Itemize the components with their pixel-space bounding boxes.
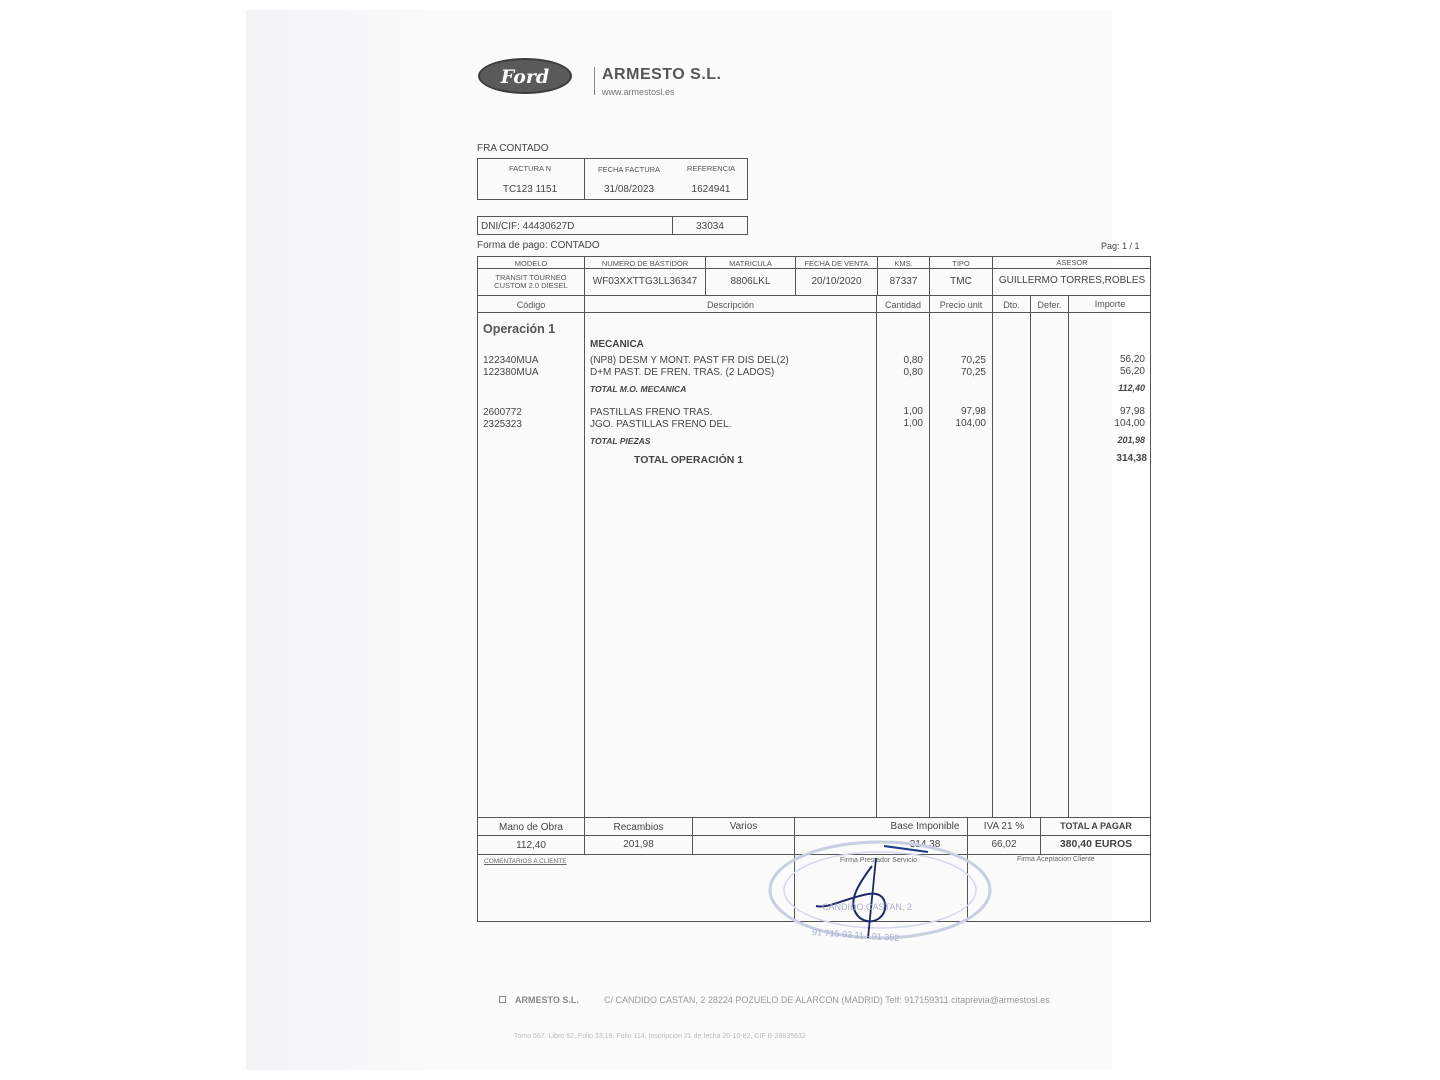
part-1-cant: 1,00 <box>903 406 923 417</box>
part-2-desc: JGO. PASTILLAS FRENO DEL. <box>590 419 732 430</box>
modelo-line2: CUSTOM 2.0 DIESEL <box>494 281 568 290</box>
total-mano-obra: 112,40 <box>516 840 546 851</box>
col-div-precio <box>992 295 993 817</box>
total-recambios: 201,98 <box>623 839 654 850</box>
labor-2-cant: 0,80 <box>903 367 923 378</box>
matricula-value: 8806LKL <box>730 276 771 287</box>
stamp-address: CANDIDO CASTAN, 2 <box>822 902 912 912</box>
col-div-defer <box>1068 295 1069 817</box>
part-1-precio: 97,98 <box>960 406 986 417</box>
logo-divider <box>594 67 595 95</box>
part-2-codigo: 2325323 <box>483 419 522 430</box>
asesor-value: GUILLERMO TORRES,ROBLES <box>998 275 1146 286</box>
ford-logo: Ford <box>478 58 572 94</box>
col-precio: Precio unit <box>939 300 983 310</box>
h-asesor: ASESOR <box>1056 258 1088 267</box>
tipo-value: TMC <box>950 276 972 287</box>
firma-cliente: Firma Aceptacion Cliente <box>1017 856 1095 863</box>
h-bastidor: NUMERO DE BASTIDOR <box>601 259 689 268</box>
footer-company: ARMESTO S.L. <box>515 995 579 1005</box>
labor-1-codigo: 122340MUA <box>483 355 539 366</box>
total-a-pagar: 380,40 EUROS <box>1059 838 1133 850</box>
col-importe: Importe <box>1094 299 1126 309</box>
h-varios: Varios <box>729 821 758 832</box>
footer-bullet <box>499 996 506 1003</box>
total-piezas-value: 201,98 <box>1117 435 1145 445</box>
labor-2-codigo: 122380MUA <box>483 367 539 378</box>
col-defer: Defer. <box>1037 300 1062 310</box>
part-1-codigo: 2600772 <box>483 407 522 418</box>
col-div-desc <box>876 295 877 817</box>
h-total-pagar: TOTAL A PAGAR <box>1060 821 1132 831</box>
label-referencia: REFERENCIA <box>686 164 736 173</box>
h-kms: KMS. <box>894 259 913 268</box>
col-cantidad: Cantidad <box>884 300 922 310</box>
h-matricula: MATRICULA <box>729 259 772 268</box>
h-recambios: Recambios <box>613 822 664 833</box>
col-codigo: Código <box>516 300 546 310</box>
page-number: Pag: 1 / 1 <box>1101 241 1140 251</box>
label-factura: FACTURA N <box>508 164 552 173</box>
h-modelo: MODELO <box>514 259 548 268</box>
stamp-phone: 91 715 93 11 - 91 352 <box>811 926 900 944</box>
invoice-number: TC123 1151 <box>502 184 558 195</box>
totals-mid-line <box>477 835 1151 836</box>
h-fecha-venta: FECHA DE VENTA <box>804 259 869 268</box>
labor-1-cant: 0,80 <box>903 355 923 366</box>
h-mano-obra: Mano de Obra <box>499 822 563 833</box>
fecha-venta-value: 20/10/2020 <box>811 276 862 287</box>
kms-value: 87337 <box>889 276 918 287</box>
part-2-cant: 1,00 <box>903 418 923 429</box>
modelo-line1: TRANSIT TOURNEO <box>495 273 567 282</box>
vehicle-row-line <box>477 295 1151 296</box>
invoice-date: 31/08/2023 <box>603 184 655 195</box>
col-div-codigo <box>584 295 585 817</box>
client-divider <box>672 216 673 235</box>
col-dto: Dto. <box>1003 300 1020 310</box>
total-mo-value: 112,40 <box>1118 383 1145 393</box>
bastidor-value: WF03XXTTG3LL36347 <box>592 276 698 287</box>
client-code: 33034 <box>696 221 724 232</box>
footer-registry: Tomo 567, Libro 92, Folio 33,19, Folio 114, Inscripcion 21 de fecha 20-10-82, CIF B-28835632 <box>514 1033 806 1040</box>
h-tipo: TIPO <box>952 259 970 268</box>
label-fecha-factura: FECHA FACTURA <box>597 165 661 174</box>
col-div-cant <box>929 295 930 817</box>
labor-1-importe: 56,20 <box>1119 354 1145 365</box>
section-mecanica: MECANICA <box>590 339 644 350</box>
labor-1-desc: (NP8) DESM Y MONT. PAST FR DIS DEL(2) <box>590 355 789 366</box>
scan-shadow <box>246 10 436 1070</box>
comentarios-cliente: COMENTARIOS A CLIENTE <box>484 858 567 865</box>
firma-prestador: Firma Prestador Servicio <box>840 857 918 864</box>
invoice-type: FRA CONTADO <box>477 143 549 154</box>
payment-method: Forma de pago: CONTADO <box>477 240 600 251</box>
totals-top-line <box>477 817 1151 818</box>
total-operacion-label: TOTAL OPERACIÓN 1 <box>634 454 744 466</box>
part-2-importe: 104,00 <box>1114 418 1145 429</box>
total-iva: 66,02 <box>991 839 1017 850</box>
company-name: ARMESTO S.L. <box>602 66 722 83</box>
company-website: www.armestosl.es <box>602 87 675 97</box>
col-descripcion: Descripción <box>706 300 755 310</box>
invoice-reference: 1624941 <box>691 184 731 195</box>
part-1-importe: 97,98 <box>1119 406 1145 417</box>
h-base-imponible: Base Imponible <box>890 821 960 832</box>
invoice-divider <box>584 158 585 200</box>
part-1-desc: PASTILLAS FRENO TRAS. <box>590 407 713 418</box>
part-2-precio: 104,00 <box>955 418 986 429</box>
col-div-dto <box>1030 295 1031 817</box>
operation-title: Operación 1 <box>483 322 556 336</box>
h-iva: IVA 21 % <box>983 821 1025 832</box>
labor-2-precio: 70,25 <box>960 367 986 378</box>
labor-2-importe: 56,20 <box>1119 366 1145 377</box>
total-operacion-value: 314,38 <box>1116 453 1147 464</box>
columns-header-line <box>477 312 1151 313</box>
footer-address: C/ CANDIDO CASTAN, 2 28224 POZUELO DE ALARCON (MADRID) Telf: 917159311 citaprevia@armestosl.es <box>604 995 1050 1005</box>
client-dni: DNI/CIF: 44430627D <box>481 221 575 232</box>
total-mo-label: TOTAL M.O. MECANICA <box>590 384 687 394</box>
total-base-imponible: 314,38 <box>909 839 941 850</box>
total-piezas-label: TOTAL PIEZAS <box>590 436 651 446</box>
labor-2-desc: D+M PAST. DE FREN. TRAS. (2 LADOS) <box>590 367 775 378</box>
vehicle-header-line <box>477 268 1151 269</box>
labor-1-precio: 70,25 <box>960 355 986 366</box>
